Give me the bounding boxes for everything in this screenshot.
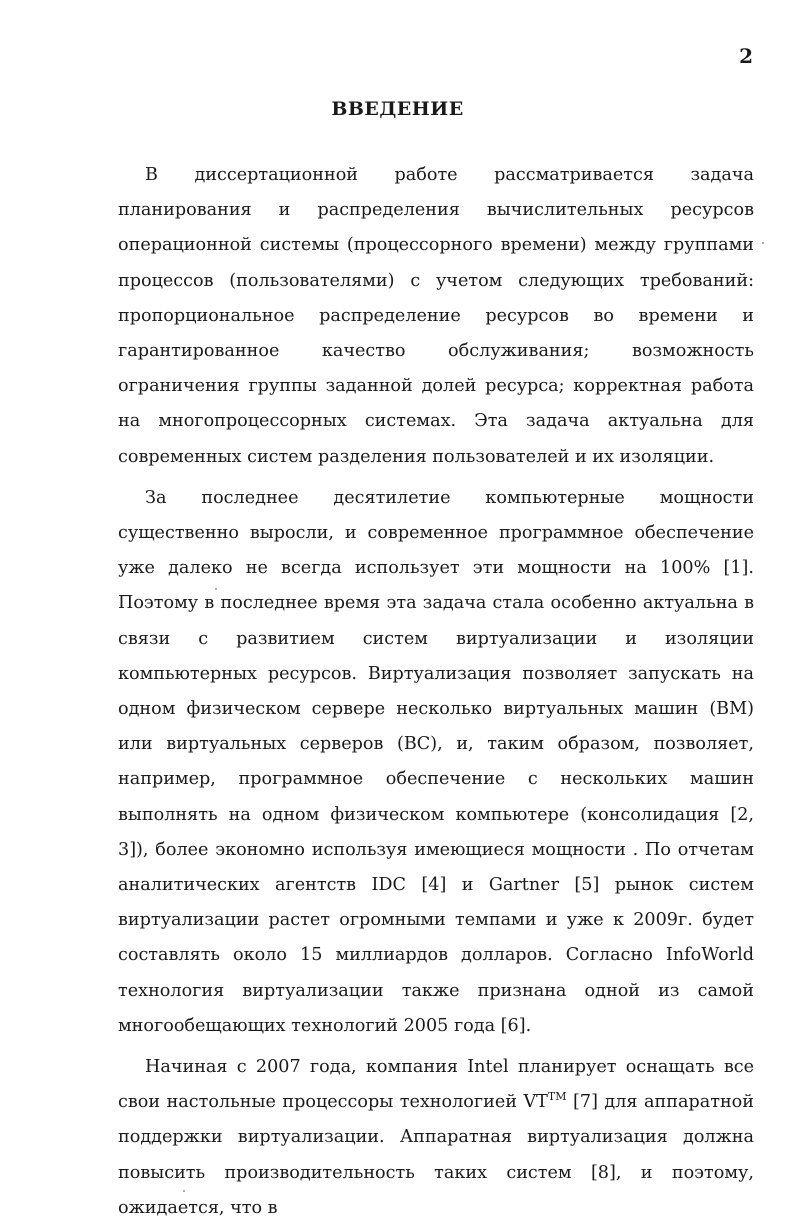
paragraph-1: В диссертационной работе рассматривается задача планирования и распределения вычислительных ресурсов операционной системы (процессорного времени) между группами процессов (пользователями) с учетом следующих требований: пропорциональное распределение ресурсов во времени и гарантированное качество обслуживания; возможность ограничения группы заданной долей ресурса; корректная работа на многопроцессорных системах. Эта задача актуальна для современных систем разделения пользователей и их изоляции. bbox=[118, 165, 754, 467]
scan-speck bbox=[762, 242, 764, 244]
page-title: ВВЕДЕНИЕ bbox=[331, 98, 464, 120]
paragraph-3-continuation: [7] для аппаратной поддержки виртуализации. Аппаратная виртуализация должна повысить производительность таких систем [8], и поэтому, ожидается, что в bbox=[118, 1092, 754, 1218]
scan-speck bbox=[183, 1190, 185, 1192]
paragraph-2: За последнее десятилетие компьютерные мощности существенно выросли, и современное программное обеспечение уже далеко не всегда использует эти мощности на 100% [1]. Поэтому в последнее время эта задача стала особенно актуальна в связи с развитием систем виртуализации и изоляции компьютерных ресурсов. Виртуализация позволяет запускать на одном физическом сервере несколько виртуальных машин (ВМ) или виртуальных серверов (ВС), и, таким образом, позволяет, например, программное обеспечение с нескольких машин выполнять на одном физическом компьютере (консолидация [2, 3]), более экономно используя имеющиеся мощности . По отчетам аналитических агентств IDC [4] и Gartner [5] рынок систем виртуализации растет огромными темпами и уже к 2009г. будет составлять около 15 миллиардов долларов. Согласно InfoWorld технология виртуализации также признана одной из самой многообещающих технологий 2005 года [6]. bbox=[118, 487, 754, 1036]
paragraph-3 bbox=[118, 1050, 754, 1226]
paragraph-3-text: Начиная с 2007 года, компания Intel планирует оснащать все свои настольные процессоры технологией VT bbox=[118, 1057, 754, 1113]
page-number: 2 bbox=[739, 44, 753, 68]
scan-speck bbox=[215, 588, 217, 590]
body-text bbox=[118, 158, 754, 1232]
trademark-superscript: TM bbox=[547, 1090, 567, 1104]
